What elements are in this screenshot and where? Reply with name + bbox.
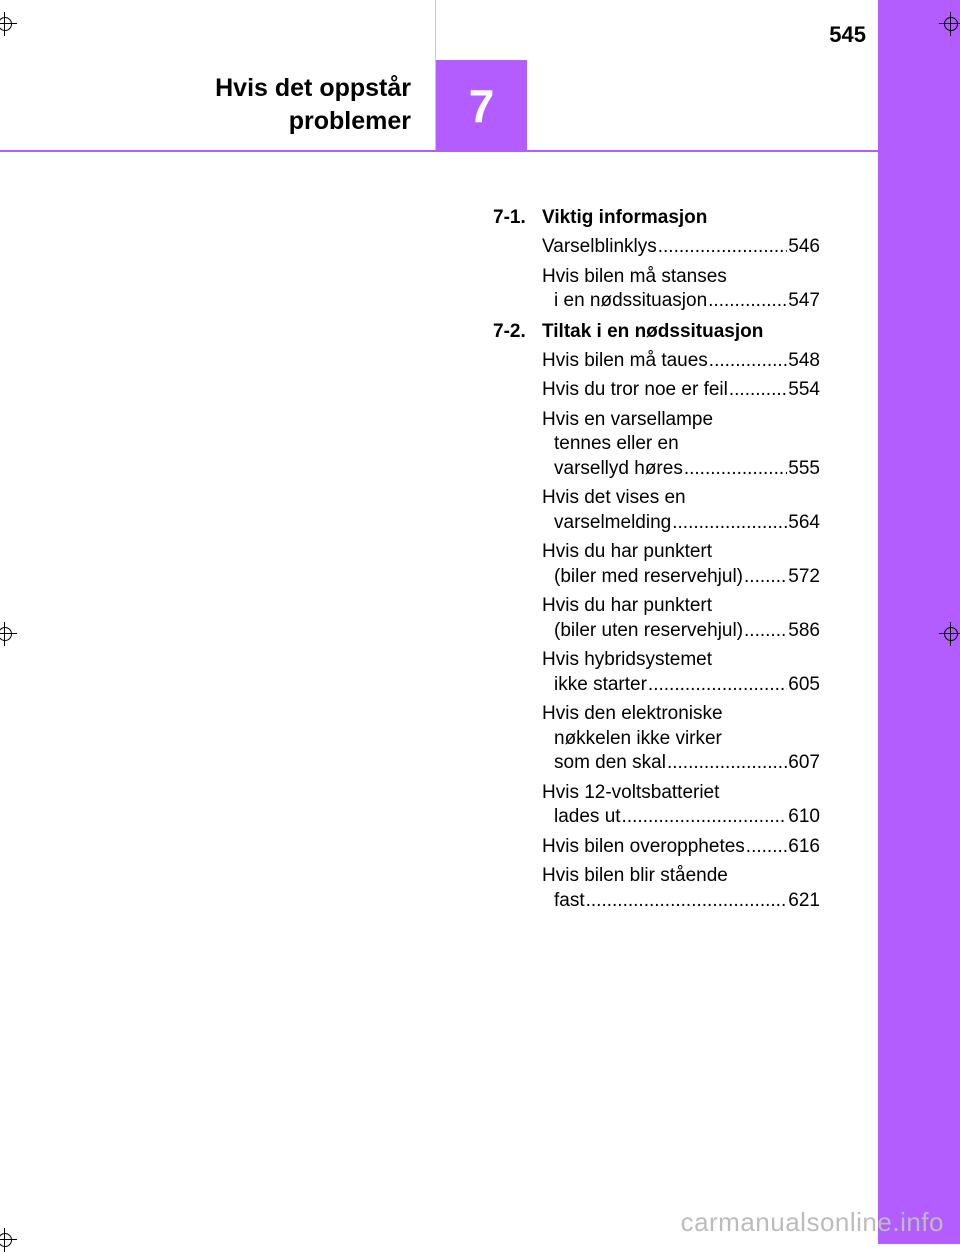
toc-entry-text: Hvis bilen må stanses bbox=[542, 265, 727, 287]
crop-mark-icon bbox=[0, 1230, 15, 1250]
toc-page-number: 546 bbox=[788, 236, 820, 257]
toc-entry[interactable] bbox=[493, 594, 820, 643]
toc-entry-line bbox=[542, 889, 820, 914]
toc-entry-text: i en nødssituasjon bbox=[554, 290, 708, 311]
toc-entry[interactable] bbox=[493, 781, 820, 830]
toc-entry-line bbox=[542, 235, 820, 260]
dot-leader bbox=[672, 511, 787, 536]
toc-entry-line bbox=[542, 805, 820, 830]
dot-leader bbox=[658, 235, 788, 260]
toc-entry-line bbox=[542, 486, 820, 511]
dot-leader bbox=[667, 751, 787, 776]
toc-entry-text: Hvis hybridsystemet bbox=[542, 649, 712, 670]
toc-entry[interactable] bbox=[493, 648, 820, 697]
toc-entry-text: fast bbox=[554, 889, 585, 911]
dot-leader bbox=[729, 378, 787, 403]
section-number: 7-1. bbox=[493, 207, 526, 228]
toc-entry-text: (biler med reservehjul) bbox=[554, 565, 744, 587]
toc-entry-line bbox=[542, 781, 820, 806]
toc-section-heading bbox=[493, 320, 820, 344]
toc-entry-line bbox=[542, 565, 820, 590]
dot-leader bbox=[709, 349, 788, 374]
toc-entry-text: varsellyd høres bbox=[554, 457, 683, 479]
dot-leader bbox=[708, 289, 787, 314]
toc-entry-text: Hvis du har punktert bbox=[542, 541, 713, 562]
toc-section-heading bbox=[493, 206, 820, 230]
dot-leader bbox=[648, 673, 787, 698]
chapter-title-line: problemer bbox=[288, 107, 411, 135]
toc-entry-text: Hvis bilen overopphetes bbox=[542, 835, 745, 857]
toc-entry-line bbox=[542, 727, 820, 752]
toc-entry-text: Hvis den elektroniske bbox=[542, 703, 723, 724]
toc-entry-line bbox=[542, 289, 820, 314]
chapter-title-line: Hvis det oppstår bbox=[215, 74, 411, 102]
watermark: carmanualsonline.info bbox=[680, 1207, 944, 1237]
toc-entry-text: lades ut bbox=[554, 806, 621, 827]
toc-entry-text: varselmelding bbox=[554, 511, 672, 533]
toc-entry-line bbox=[542, 432, 820, 457]
toc-entry-line bbox=[542, 378, 820, 403]
toc-entry-text: Varselblinklys bbox=[542, 236, 657, 257]
toc-entry[interactable] bbox=[493, 408, 820, 482]
toc-entry-text: Hvis 12-voltsbatteriet bbox=[542, 781, 720, 803]
crop-mark-icon bbox=[941, 624, 960, 644]
toc-entry-text: Hvis bilen må taues bbox=[542, 349, 708, 371]
toc-entry-line bbox=[542, 265, 820, 290]
toc-entry-text: tennes eller en bbox=[554, 433, 679, 454]
toc-entry-line bbox=[542, 511, 820, 536]
dot-leader bbox=[744, 619, 787, 644]
crop-mark-icon bbox=[0, 624, 15, 644]
page-number: 545 bbox=[829, 22, 866, 47]
toc-page-number: 610 bbox=[788, 806, 820, 827]
toc-entry-text: ikke starter bbox=[554, 673, 647, 695]
toc-entry-line bbox=[542, 349, 820, 374]
toc-entry-text: (biler uten reservehjul) bbox=[554, 619, 744, 641]
toc-entry-line bbox=[542, 540, 820, 565]
toc-entry-line bbox=[542, 408, 820, 433]
toc-section bbox=[493, 320, 820, 914]
toc-entry-line bbox=[542, 835, 820, 860]
toc-entry[interactable] bbox=[493, 864, 820, 913]
toc-entry-text: Hvis du tror noe er feil bbox=[542, 379, 728, 400]
dot-leader bbox=[744, 565, 787, 590]
chapter-tab-sidebar bbox=[878, 0, 960, 1244]
toc-entry[interactable] bbox=[493, 349, 820, 374]
toc-entry[interactable] bbox=[493, 540, 820, 589]
toc-entry[interactable] bbox=[493, 835, 820, 860]
toc-entry-line bbox=[542, 619, 820, 644]
toc-page-number: 607 bbox=[788, 752, 820, 773]
section-number: 7-2. bbox=[493, 320, 526, 342]
toc-entry-text: nøkkelen ikke virker bbox=[554, 727, 722, 749]
toc-page-number: 555 bbox=[788, 457, 820, 479]
toc-page-number: 564 bbox=[788, 511, 820, 533]
toc-entry-line bbox=[542, 594, 820, 619]
toc-page-number: 572 bbox=[788, 565, 820, 587]
toc-page-number: 605 bbox=[788, 673, 820, 695]
toc-entry-line bbox=[542, 457, 820, 482]
toc-entry-text: Hvis bilen blir stående bbox=[542, 865, 728, 886]
toc-entry-line bbox=[542, 673, 820, 698]
toc-page-number: 554 bbox=[788, 379, 820, 400]
toc-entry-text: Hvis det vises en bbox=[542, 487, 686, 508]
dot-leader bbox=[622, 805, 788, 830]
toc-entry-line bbox=[542, 751, 820, 776]
section-title: Tiltak i en nødssituasjon bbox=[542, 320, 764, 342]
toc-entry-line bbox=[542, 864, 820, 889]
section-title: Viktig informasjon bbox=[542, 207, 708, 228]
toc-page-number: 548 bbox=[788, 349, 820, 371]
chapter-number-box: 7 bbox=[436, 60, 527, 151]
toc-entry[interactable] bbox=[493, 265, 820, 314]
toc-entry-text: Hvis du har punktert bbox=[542, 595, 713, 616]
toc-entry[interactable] bbox=[493, 235, 820, 260]
toc-section bbox=[493, 206, 820, 314]
toc-entry[interactable] bbox=[493, 486, 820, 535]
toc-page-number: 547 bbox=[788, 290, 820, 311]
toc-entry[interactable] bbox=[493, 378, 820, 403]
toc-entry-text: Hvis en varsellampe bbox=[542, 408, 714, 430]
dot-leader bbox=[746, 835, 788, 860]
table-of-contents bbox=[493, 206, 820, 919]
toc-entry-line bbox=[542, 702, 820, 727]
toc-page-number: 616 bbox=[788, 835, 820, 857]
toc-entry-line bbox=[542, 648, 820, 673]
crop-mark-icon bbox=[0, 14, 15, 34]
dot-leader bbox=[684, 457, 787, 482]
toc-entry-text: som den skal bbox=[554, 752, 666, 773]
toc-entry[interactable] bbox=[493, 702, 820, 776]
chapter-title bbox=[215, 72, 411, 138]
crop-mark-icon bbox=[941, 14, 960, 34]
dot-leader bbox=[586, 889, 788, 914]
toc-page-number: 586 bbox=[788, 619, 820, 641]
toc-page-number: 621 bbox=[788, 889, 820, 911]
